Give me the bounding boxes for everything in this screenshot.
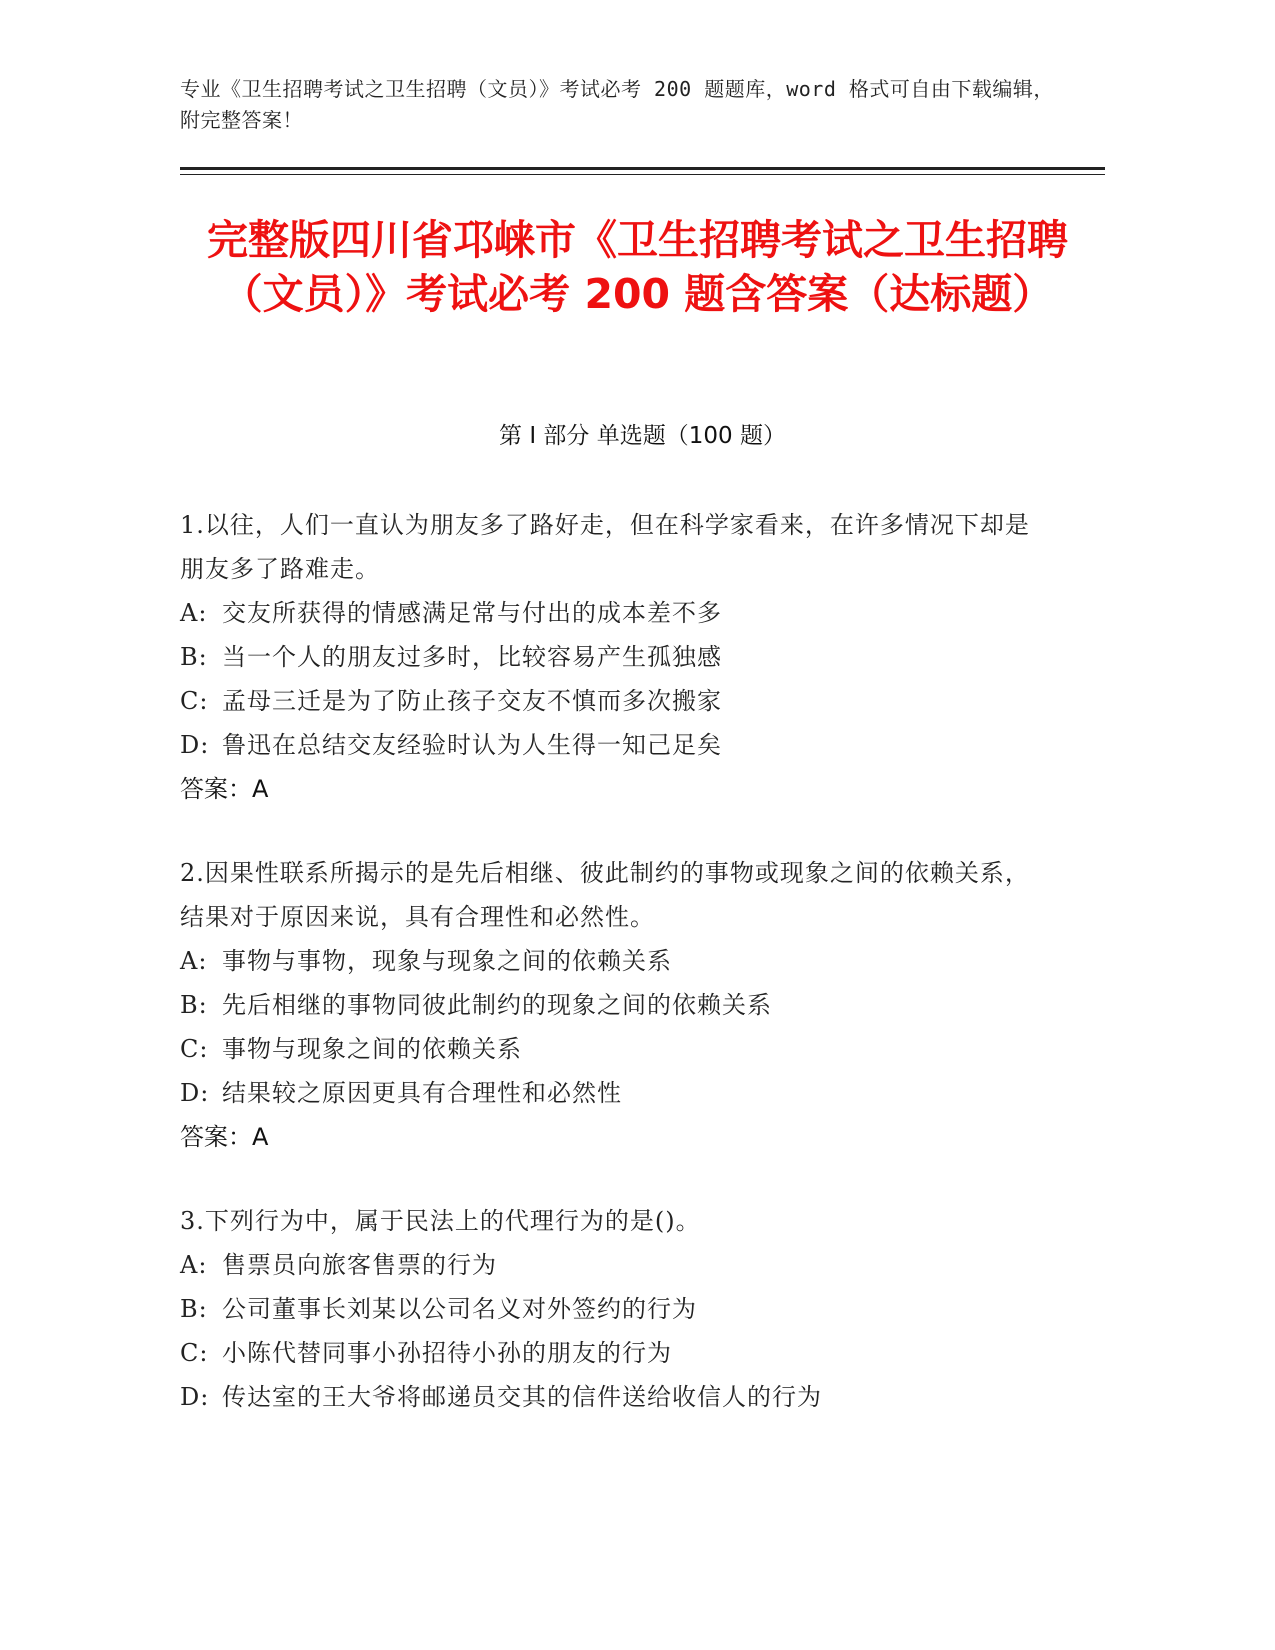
option-d	[180, 1071, 1030, 1115]
document-title: 完整版四川省邛崃市《卫生招聘考试之卫生招聘（文员）》考试必考 200 题含答案（达标题）	[207, 216, 1068, 318]
option-key: A:	[180, 947, 208, 975]
answer-prefix: 答案：	[180, 1123, 252, 1151]
question-3	[180, 1199, 1030, 1419]
option-key: D:	[180, 731, 210, 759]
option-text: 孟母三迁是为了防止孩子交友不慎而多次搬家	[222, 687, 722, 715]
option-c	[180, 1331, 1030, 1375]
option-c	[180, 679, 1030, 723]
option-text: 结果较之原因更具有合理性和必然性	[222, 1079, 622, 1107]
question-stem: 2.因果性联系所揭示的是先后相继、彼此制约的事物或现象之间的依赖关系，结果对于原因来说，具有合理性和必然性。	[180, 859, 1030, 931]
option-d	[180, 1375, 1030, 1419]
option-key: C:	[180, 1035, 209, 1063]
option-key: B:	[180, 991, 208, 1019]
question-stem: 1.以往，人们一直认为朋友多了路好走，但在科学家看来，在许多情况下却是朋友多了路难走。	[180, 511, 1030, 583]
option-text: 交友所获得的情感满足常与付出的成本差不多	[222, 599, 722, 627]
option-text: 鲁迅在总结交友经验时认为人生得一知己足矣	[222, 731, 722, 759]
answer-line	[180, 1115, 1030, 1159]
option-text: 当一个人的朋友过多时，比较容易产生孤独感	[222, 643, 722, 671]
header-note: 专业《卫生招聘考试之卫生招聘（文员）》考试必考 200 题题库，word 格式可自由下载编辑，附完整答案！	[180, 77, 1054, 132]
option-b	[180, 635, 1030, 679]
option-a	[180, 1243, 1030, 1287]
option-key: A:	[180, 1251, 208, 1279]
option-text: 先后相继的事物同彼此制约的现象之间的依赖关系	[222, 991, 772, 1019]
option-c	[180, 1027, 1030, 1071]
option-text: 事物与事物，现象与现象之间的依赖关系	[222, 947, 672, 975]
option-b	[180, 983, 1030, 1027]
option-key: D:	[180, 1079, 210, 1107]
answer-line	[180, 767, 1030, 811]
option-text: 小陈代替同事小孙招待小孙的朋友的行为	[222, 1339, 672, 1367]
answer-value: A	[252, 1123, 269, 1151]
option-key: B:	[180, 643, 208, 671]
answer-value: A	[252, 775, 269, 803]
answer-prefix: 答案：	[180, 775, 252, 803]
option-text: 售票员向旅客售票的行为	[222, 1251, 497, 1279]
section-title: 第 I 部分 单选题（100 题）	[499, 423, 786, 449]
option-key: B:	[180, 1295, 208, 1323]
header-divider-thin	[180, 174, 1105, 175]
question-2	[180, 851, 1030, 1159]
option-text: 事物与现象之间的依赖关系	[222, 1035, 522, 1063]
option-key: A:	[180, 599, 208, 627]
question-stem: 3.下列行为中，属于民法上的代理行为的是()。	[180, 1207, 701, 1235]
option-key: C:	[180, 1339, 209, 1367]
option-text: 公司董事长刘某以公司名义对外签约的行为	[222, 1295, 697, 1323]
option-d	[180, 723, 1030, 767]
option-a	[180, 591, 1030, 635]
option-key: D:	[180, 1383, 210, 1411]
question-list	[180, 503, 1030, 1459]
option-key: C:	[180, 687, 209, 715]
option-text: 传达室的王大爷将邮递员交其的信件送给收信人的行为	[222, 1383, 822, 1411]
question-1	[180, 503, 1030, 811]
option-b	[180, 1287, 1030, 1331]
option-a	[180, 939, 1030, 983]
header-divider-thick	[180, 167, 1105, 170]
